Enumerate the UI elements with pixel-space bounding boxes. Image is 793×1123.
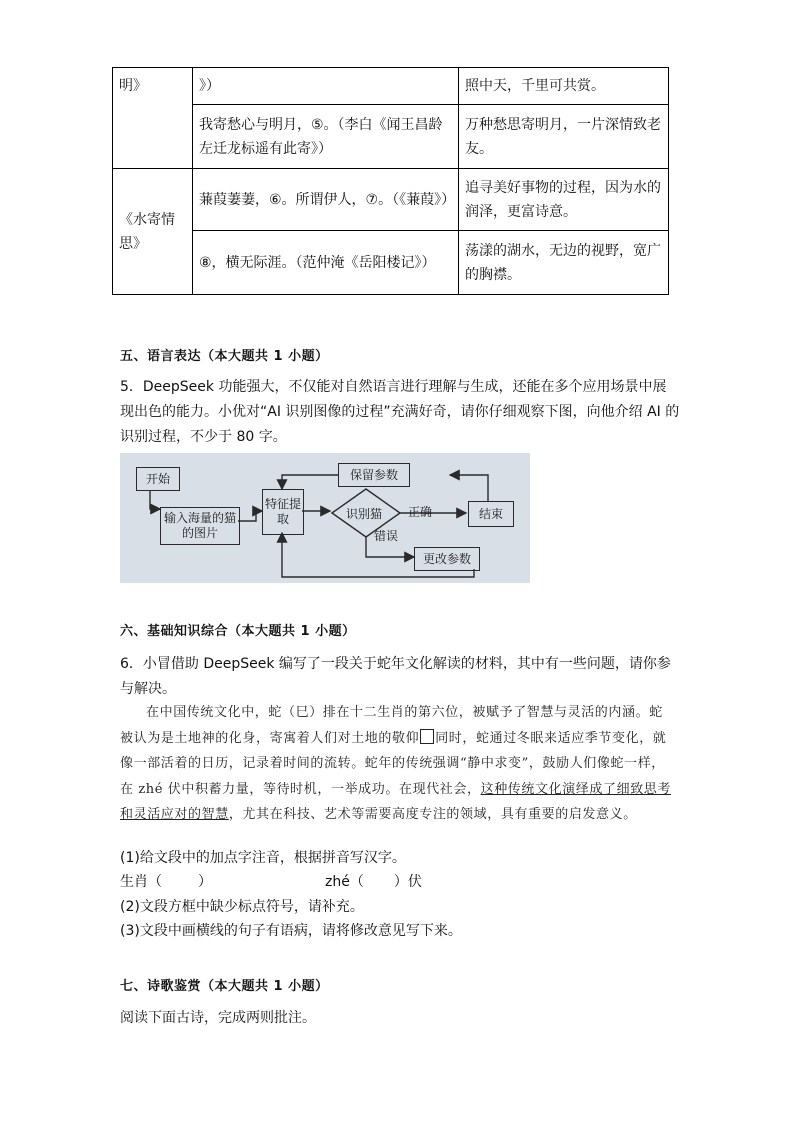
table-cell-note: 照中天，千里可共赏。: [459, 68, 669, 105]
section-title-5: 五、语言表达（本大题共 1 小题）: [120, 349, 329, 364]
material-text-1: 在中国传统文化中，蛇（巳）排在十二生肖的第六位，被赋予了智慧与灵活的内涵。蛇被认为是土地神的化身，寄寓着人们对土地的敬仰: [120, 705, 663, 746]
table-cell-note: 荡漾的湖水，无边的视野，宽广的胸襟。: [459, 231, 669, 295]
material-underlined-sentence: 这种传统文化演绎成了细致思考和灵活应对的智慧: [120, 781, 671, 822]
flow-input-box: 输入海量的猫的图片: [160, 507, 240, 545]
answer-line-1: [120, 870, 212, 894]
flow-recognize-label: 识别猫: [346, 507, 383, 521]
poem-table: [112, 67, 669, 295]
sub1-label-a: 生肖（: [120, 874, 162, 890]
flow-change-box: 更改参数: [414, 547, 480, 571]
material-text-3: ，尤其在科技、艺术等需要高度专注的领域，具有重要的启发意义。: [228, 807, 637, 822]
sub-question-1: (1)给文段中的加点字注音，根据拼音写汉字。: [120, 850, 406, 866]
sub1-label-a-close: ）: [198, 874, 212, 890]
flowchart-figure: [120, 453, 530, 583]
table-cell-line: 我寄愁心与明月，⑤。（李白《闻王昌龄左迁龙标遥有此寄》）: [193, 105, 459, 169]
flow-wrong-label: 错误: [374, 529, 399, 543]
sub1-label-b-close: ）伏: [393, 874, 422, 890]
section-title-7: 七、诗歌鉴赏（本大题共 1 小题）: [120, 979, 329, 994]
table-cell-line: 蒹葭萋萋，⑥。所谓伊人，⑦。（《蒹葭》）: [193, 169, 459, 231]
flow-end-box: 结束: [468, 501, 514, 527]
flow-start-box: 开始: [136, 467, 180, 491]
table-cell-line: 》）: [193, 68, 459, 105]
sub1-label-b: zhé（: [325, 874, 364, 890]
punctuation-blank-box[interactable]: [420, 729, 434, 744]
table-cell-theme-water: 《水寄情思》: [113, 169, 193, 295]
table-cell-line: ⑧，横无际涯。（范仲淹《岳阳楼记》）: [193, 231, 459, 295]
answer-line-1b: [325, 870, 422, 894]
table-cell-note: 追寻美好事物的过程，因为水的润泽，更富诗意。: [459, 169, 669, 231]
sub-question-2: (2)文段方框中缺少标点符号，请补充。: [120, 899, 364, 915]
flow-feature-box: 特征提取: [262, 489, 304, 535]
material-text-2: 同时，蛇通过冬眠来适应季节变化，就像一部活着的日历，记录着时间的流转。蛇年的传统强调“静中求变”，鼓励人们像蛇一样，在 zhé 伏中积蓄力量，等待时机，一举成功。在现代社会，: [120, 730, 667, 797]
table-cell-theme-moon: 明》: [113, 68, 193, 169]
flow-keep-box: 保留参数: [338, 463, 410, 487]
table-cell-note: 万种愁思寄明月，一片深情致老友。: [459, 105, 669, 169]
question-5: 5．DeepSeek 功能强大，不仅能对自然语言进行理解与生成，还能在多个应用场景中展现出色的能力。小优对“AI 识别图像的过程”充满好奇，请你仔细观察下图，向他介绍 AI 的识别过程，不少于 80 字。: [120, 379, 680, 445]
material-passage: [120, 700, 676, 828]
question-6: 6．小冒借助 DeepSeek 编写了一段关于蛇年文化解读的材料，其中有一些问题，请你参与解决。: [120, 656, 671, 697]
flow-correct-label: 正确: [408, 505, 433, 519]
sub-question-3: (3)文段中画横线的句子有语病，请将修改意见写下来。: [120, 923, 462, 939]
section7-intro: 阅读下面古诗，完成两则批注。: [120, 1010, 316, 1026]
section-title-6: 六、基础知识综合（本大题共 1 小题）: [120, 624, 356, 639]
